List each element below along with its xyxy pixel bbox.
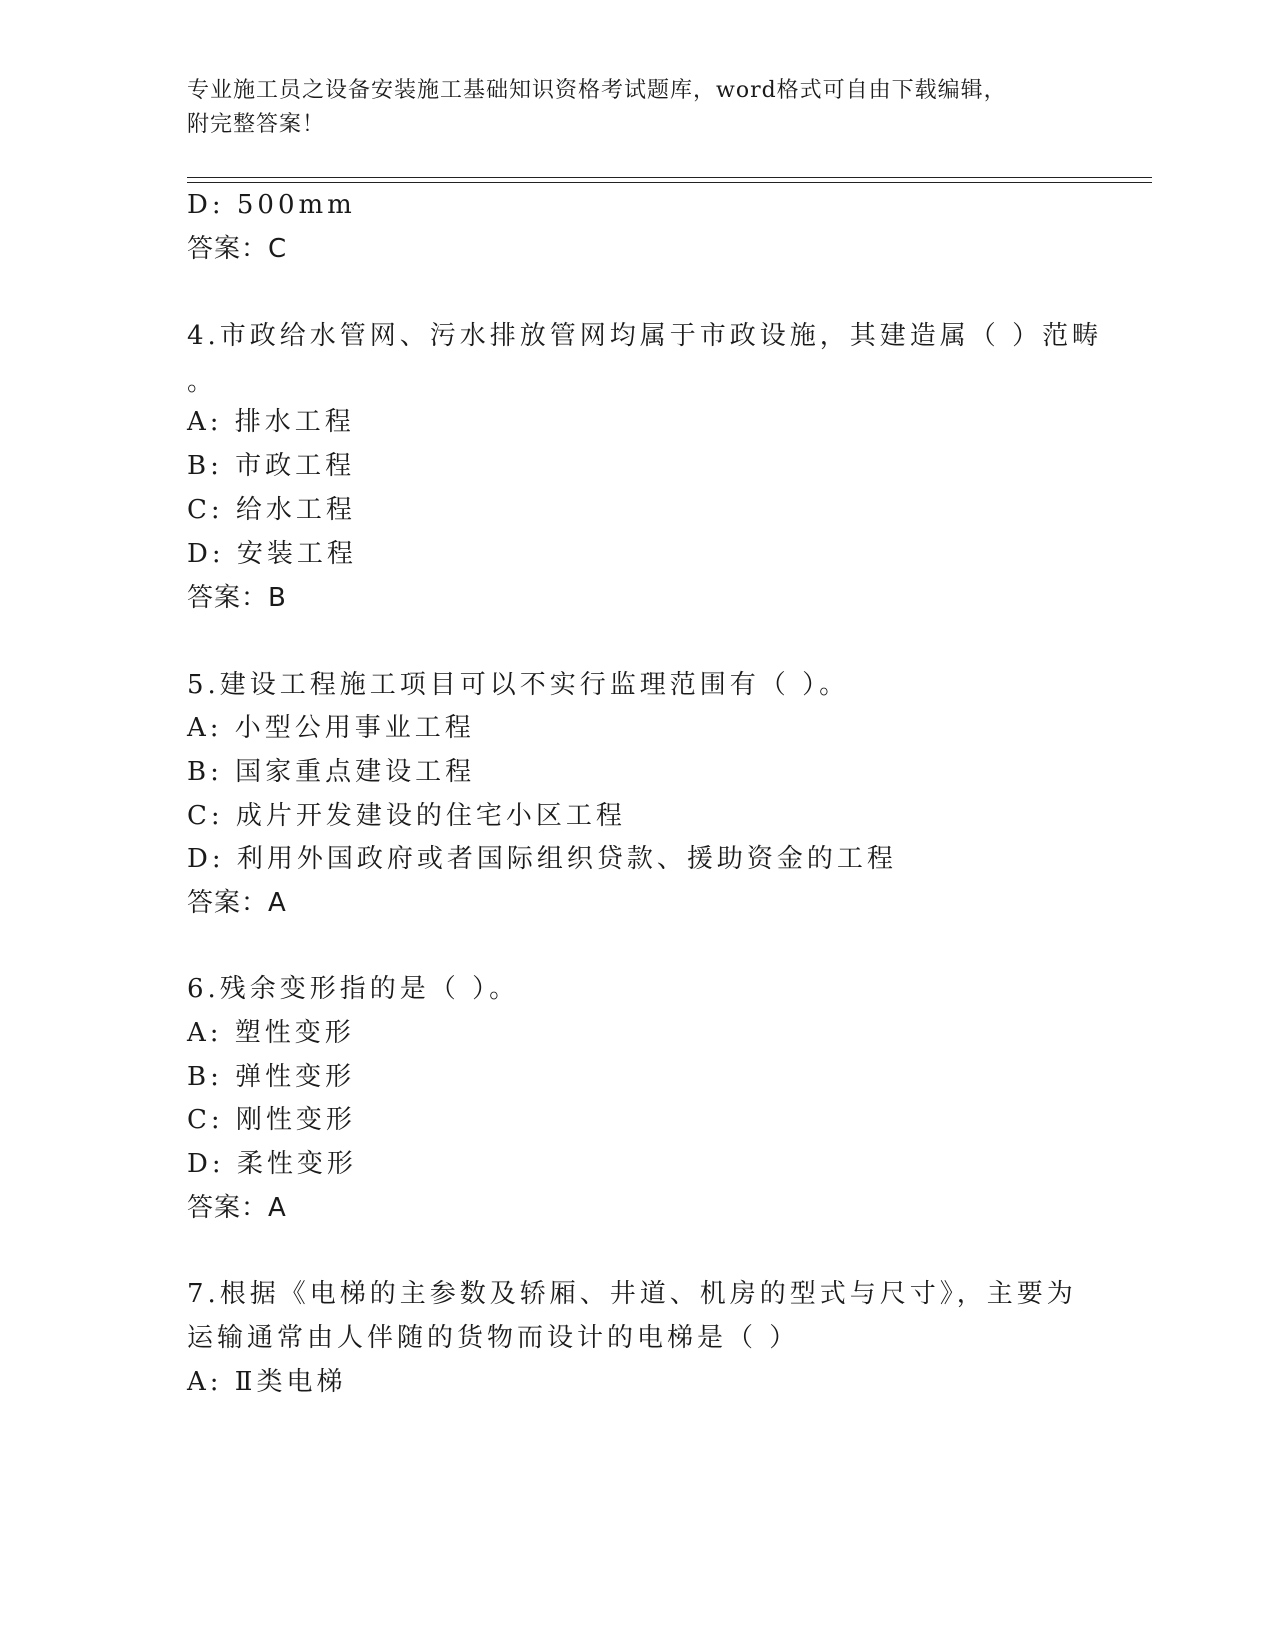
q4-option-c: C: 给水工程 (187, 495, 356, 525)
q5-option-c: C: 成片开发建设的住宅小区工程 (187, 801, 626, 831)
header-divider-top (187, 177, 1152, 178)
q4-option-a: A: 排水工程 (187, 407, 355, 437)
prev-question-option-d: D: 500mm (187, 190, 356, 220)
header-divider-bottom (187, 182, 1152, 183)
header-line-1: 专业施工员之设备安装施工基础知识资格考试题库，word格式可自由下载编辑， (187, 78, 1007, 103)
q7-stem-line-2: 运输通常由人伴随的货物而设计的电梯是（ ） (187, 1323, 800, 1353)
q4-answer: 答案：B (187, 583, 287, 613)
q6-option-d: D: 柔性变形 (187, 1149, 357, 1179)
q4-stem-line-2: 。 (187, 367, 218, 397)
q5-stem: 5.建设工程施工项目可以不实行监理范围有（ ）。 (187, 670, 850, 700)
q6-option-a: A: 塑性变形 (187, 1018, 355, 1048)
q5-option-a: A: 小型公用事业工程 (187, 713, 475, 743)
header-line-2: 附完整答案！ (187, 112, 326, 137)
document-header (187, 74, 1087, 142)
q4-option-b: B: 市政工程 (187, 451, 356, 481)
prev-question-answer: 答案：C (187, 234, 288, 264)
q5-option-b: B: 国家重点建设工程 (187, 757, 476, 787)
q5-answer: 答案：A (187, 888, 287, 918)
q7-stem-line-1: 7.根据《电梯的主参数及轿厢、井道、机房的型式与尺寸》，主要为 (187, 1279, 1077, 1309)
q4-stem-line-1: 4.市政给水管网、污水排放管网均属于市政设施，其建造属（ ）范畴 (187, 321, 1103, 351)
q7-option-a: A: Ⅱ类电梯 (187, 1367, 347, 1397)
q6-option-b: B: 弹性变形 (187, 1062, 356, 1092)
q6-stem: 6.残余变形指的是（ ）。 (187, 974, 520, 1004)
q5-option-d: D: 利用外国政府或者国际组织贷款、援助资金的工程 (187, 844, 897, 874)
q6-answer: 答案：A (187, 1193, 287, 1223)
q4-option-d: D: 安装工程 (187, 539, 357, 569)
q6-option-c: C: 刚性变形 (187, 1105, 356, 1135)
